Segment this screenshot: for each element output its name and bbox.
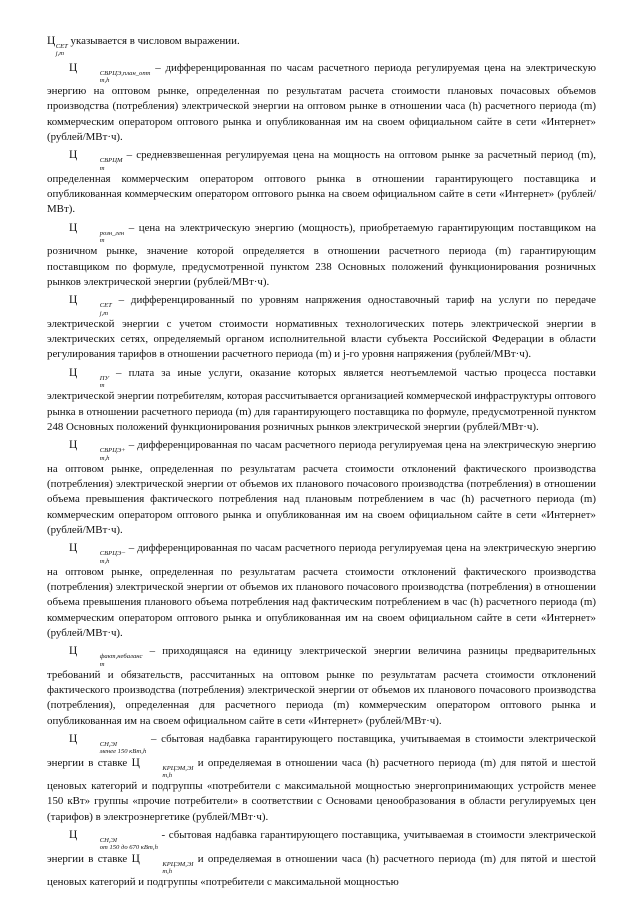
- paragraph-text: – дифференцированная по часам расчетного периода регулируемая цена на электрическую энергию на оптовом рынке, определенная по результатам расчета стоимости отклонений фактического производства (потребления) электрической энергии от объемов их планового почасового производства (потребления) в отношении объема превышения фактического потребления над плановым потреблением в час (h) расчетного периода (m) коммерческим оператором оптового рынка и опубликованная им на своем официальном сайте в сети «Интернет» (рублей/МВт·ч).: [47, 439, 596, 536]
- formula-symbol: Ц СЕТ j,m: [47, 35, 68, 58]
- paragraph: [47, 61, 596, 146]
- paragraph: [47, 828, 596, 890]
- paragraph-text: и определяемая в отношении часа (h) расчетного периода (m) для пятой и шестой ценовых категорий и подгруппы «потребители с максимальной мощностью: [47, 852, 596, 888]
- paragraph: [47, 541, 596, 641]
- paragraph: [47, 732, 596, 825]
- paragraph-text: и определяемая в отношении часа (h) расчетного периода (m) для пятой и шестой ценовых категорий и подгруппы «потребители с максимальной мощностью энергопринимающих устройств менее 150 кВт» группы «прочие потребители» в соответствии с Основами ценообразования в области регулируемых цен (тарифов) в электроэнергетике (рублей/МВт·ч).: [47, 756, 596, 823]
- formula-symbol: Ц КРЦЭМ,ЭI m,h: [131, 852, 194, 875]
- paragraph: [47, 366, 596, 435]
- formula-symbol: Ц СЕТ j,m: [69, 294, 112, 317]
- paragraph-text: - сбытовая надбавка гарантирующего поставщика, учитываемая в стоимости электрической энергии в ставке: [47, 829, 596, 865]
- formula-symbol: Ц СВРЦМ m: [69, 149, 123, 172]
- paragraph: [47, 438, 596, 538]
- paragraph-text: – дифференцированная по часам расчетного периода регулируемая цена на электрическую энергию на оптовом рынке, определенная по результатам расчета стоимости плановых почасовых объемов производства (потребления) электрической энергии на оптовом рынке в отношении часа (h) расчетного периода (m) коммерческим оператором оптового рынка и опубликованная им на своем официальном сайте в сети «Интернет» (рублей/МВт·ч).: [47, 61, 596, 143]
- paragraph-text: – плата за иные услуги, оказание которых является неотъемлемой частью процесса поставки электрической энергии потребителям, которая рассчитывается организацией коммерческой инфраструктуры оптового рынка в отношении расчетного периода (m) для гарантирующего поставщика по формуле, предусмотренной пунктом 248 Основных положений функционирования розничных рынков электрической энергии (рублей/МВт·ч).: [47, 366, 596, 433]
- paragraph: [47, 148, 596, 217]
- formula-symbol: Ц СВРЦЭ− m,h: [69, 542, 126, 565]
- paragraph-text: указывается в числовом выражении.: [67, 35, 240, 47]
- paragraph: [47, 644, 596, 729]
- formula-symbol: Ц факт,небаланс m: [69, 645, 143, 668]
- paragraph-text: – сбытовая надбавка гарантирующего поставщика, учитываемая в стоимости электрической энергии в ставке: [47, 733, 596, 769]
- formula-symbol: Ц КРЦЭМ,ЭI m,h: [131, 756, 194, 779]
- formula-symbol: Ц СВРЦЭ,план_опт m,h: [69, 61, 151, 84]
- paragraph-text: – цена на электрическую энергию (мощность), приобретаемую гарантирующим поставщиком на розничном рынке, значение которой определяется в отношении расчетного периода (m) гарантирующим поставщиком по формуле, предусмотренной пунктом 238 Основных положений функционирования розничных рынков электрической энергии (рублей/МВт·ч).: [47, 221, 596, 288]
- formula-symbol: Ц СВРЦЭ+ m,h: [69, 439, 126, 462]
- formula-symbol: Ц ПУ m: [69, 366, 109, 390]
- formula-symbol: Ц СН,ЭI от 150 до 670 кВт,h: [69, 829, 158, 852]
- paragraph-text: – приходящаяся на единицу электрической энергии величина разницы предварительных требований и обязательств, рассчитанных на оптовом рынке по результатам расчета стоимости отклонений фактического производства (потребления) электрической энергии от объемов их планового почасового производства (потребления), определенная для расчетного периода (m) коммерческим оператором оптового рынка и опубликованная им на своем официальном сайте в сети «Интернет» (рублей/МВт·ч).: [47, 645, 596, 727]
- formula-symbol: Ц розн_ген m: [69, 221, 125, 245]
- formula-symbol: Ц СН,ЭI менее 150 кВт,h: [69, 733, 147, 756]
- paragraph-text: – дифференцированная по часам расчетного периода регулируемая цена на электрическую энергию на оптовом рынке, определенная по результатам расчета стоимости отклонений фактического производства (потребления) электрической энергии от объемов их планового почасового производства (потребления) в отношении объема превышения планового объема потребления над фактическим потреблением в час (h) расчетного периода (m) коммерческим оператором оптового рынка и опубликованная им на своем официальном сайте в сети «Интернет» (рублей/МВт·ч).: [47, 542, 596, 639]
- paragraph-text: – средневзвешенная регулируемая цена на мощность на оптовом рынке за расчетный период (m), определенная коммерческим оператором оптового рынка в отношении гарантирующего поставщика и опубликованная коммерческим оператором оптового рынка на своем официальном сайте в сети «Интернет» (рублей/МВт).: [47, 149, 596, 216]
- paragraph: [47, 221, 596, 290]
- paragraph-text: – дифференцированный по уровням напряжения одноставочный тариф на услуги по передаче электрической энергии с учетом стоимости нормативных технологических потерь электрической энергии в электрических сетях, определяемый органом исполнительной власти субъекта Российской Федерации в области регулирования тарифов в отношении расчетного периода (m) и j-го уровня напряжения (рублей/МВт·ч).: [47, 294, 596, 361]
- paragraph: [47, 293, 596, 362]
- paragraph: [47, 34, 596, 57]
